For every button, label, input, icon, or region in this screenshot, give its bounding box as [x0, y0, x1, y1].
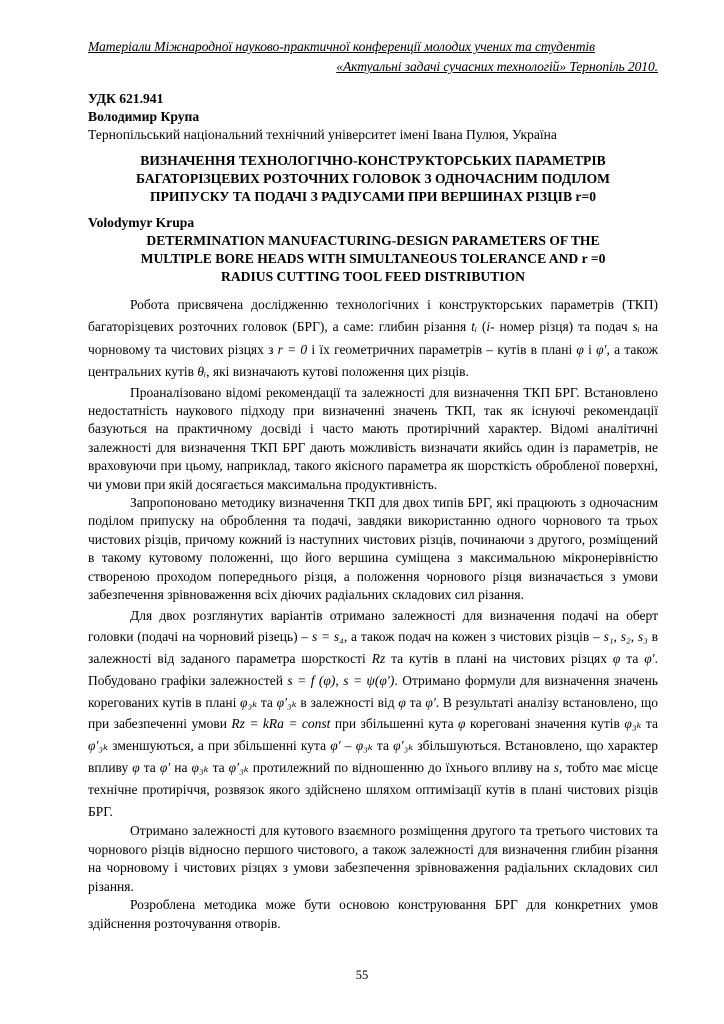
math-t-i: tᵢ	[471, 319, 478, 335]
math-rz: Rz	[371, 651, 386, 667]
author-affiliation: Тернопільський національний технічний університет імені Івана Пулюя, Україна	[88, 127, 557, 142]
math-s-psi-phi-prime: s = ψ(φ′)	[343, 672, 395, 688]
math-s-i: sᵢ	[632, 319, 640, 335]
conference-header-line2: «Актуальні задачі сучасних технологій» Тернопіль 2010.	[336, 59, 658, 74]
paragraph-5: Отримано залежності для кутового взаємного розміщення другого та третього чистових та чорнового різців відносно першого чистового, а також залежності для визначення глибин різання на чорновому і чистових різцях з умови забезпечення зрівноваження радіальних складових сил різання.	[88, 823, 658, 894]
paragraph-1: Робота присвячена дослідженню технологічних і конструкторських параметрів (ТКП) багаторізцевих розточних головок (БРГ), а саме: глибин різання tᵢ (i- номер різця) та подач sᵢ на чорновому та чистових різцях з r = 0 і їх геометричних параметрів – кутів в плані φ і φ′, а також центральних кутів θᵢ, які визначають кутові положення цих різців.	[88, 297, 659, 380]
paragraph-6: Розроблена методика може бути основою конструювання БРГ для конкретних умов здійснення розточування отворів.	[88, 897, 658, 931]
math-i: i	[486, 319, 491, 335]
math-phi-prime: φ′	[596, 341, 607, 357]
math-r-zero: r = 0	[277, 341, 308, 357]
math-phi-prime: φ′	[425, 694, 436, 710]
math-phi-prime-3k: φ′₃ₖ	[228, 760, 249, 776]
math-phi: φ	[576, 341, 584, 357]
title-en-line: RADIUS CUTTING TOOL FEED DISTRIBUTION	[221, 269, 525, 285]
math-phi-3k: φ₃ₖ	[624, 716, 642, 732]
title-uk-line: БАГАТОРІЗЦЕВИХ РОЗТОЧНИХ ГОЛОВОК З ОДНОЧАСНИМ ПОДІЛОМ	[136, 171, 610, 187]
math-phi-prime-3k: φ′₃ₖ	[88, 738, 109, 754]
title-uk	[88, 152, 658, 207]
title-en-line: MULTIPLE BORE HEADS WITH SIMULTANEOUS TOLERANCE AND r =0	[140, 251, 606, 267]
title-uk-line: ВИЗНАЧЕННЯ ТЕХНОЛОГІЧНО-КОНСТРУКТОРСЬКИХ ПАРАМЕТРІВ	[140, 153, 606, 168]
page-number: 55	[355, 968, 369, 982]
udc-code: УДК 621.941	[88, 91, 164, 106]
paragraph-2: Проаналізовано відомі рекомендації та залежності для визначення ТКП БРГ. Встановлено недостатність наукового підходу при визначенні значень ТКП, так як існуючі рекомендації базуються на практичному досвіді і часто мають протирічний характер. Відомі аналітичні залежності для визначення ТКП БРГ дають можливість визначати якийсь один із параметрів, не враховуючи при цьому, наприклад, такого якісного параметра як шорсткість обробленої поверхні, чи умови при якій досягається максимальна продуктивність.	[88, 384, 658, 492]
math-phi-prime: φ′	[644, 651, 655, 667]
math-phi-prime: φ′	[330, 738, 341, 754]
math-s-eq-s4: s = s₄	[311, 629, 344, 645]
abstract-body	[88, 294, 658, 933]
math-theta-i: θᵢ	[197, 364, 207, 380]
paragraph-3: Запропоновано методику визначення ТКП для двох типів БРГ, які працюють з одночасним поділом припуску на оброблення та подачі, завдяки використанню одного чорнового та трьох чистових різців, причому кожний із наступних чистових різців, починаючи з другого, розміщений в такому кутовому положенні, що його вершина суміщена з максимальною мікронерівністю створеною проходом попереднього різця, а положення чорнового різця визначається з умови забезпечення зрівноваження всіх діючих радіальних складових сил різання.	[88, 495, 658, 603]
math-s-f-phi: s = f (φ)	[287, 672, 336, 688]
title-en	[88, 232, 658, 287]
math-phi-prime-3k: φ′₃ₖ	[276, 694, 297, 710]
math-phi-3k: φ₃ₖ	[191, 760, 209, 776]
math-s1: s₁	[603, 629, 614, 645]
math-phi: φ	[612, 651, 621, 667]
math-rz-kra-const: Rz = kRa = const	[231, 716, 331, 732]
paragraph-4: Для двох розглянутих варіантів отримано залежності для визначення подачі на оберт головки (подачі на чорновий різець) – s = s₄, а також подач на кожен з чистових різців – s₁, s₂, s₃ в залежності від заданого параметра шорсткості Rz та кутів в плані на чистових різцях φ та φ′. Побудовано графіки залежностей s = f (φ), s = ψ(φ′). Отримано формули для визначення значень корегованих кутів в плані φ₃ₖ та φ′₃ₖ в залежності від φ та φ′. В результаті аналізу встановлено, що при забезпеченні умови Rz = kRa = const при збільшенні кута φ кореговані значення кутів φ₃ₖ та φ′₃ₖ зменшуються, а при збільшенні кута φ′ – φ₃ₖ та φ′₃ₖ збільшуються. Встановлено, що характер впливу φ та φ′ на φ₃ₖ та φ′₃ₖ протилежний по відношенню до їхнього впливу на s, тобто має місце технічне протиріччя, розвязок якого здійснено шляхом оптимізації кутів в плані чистових різців БРГ.	[88, 607, 659, 819]
math-phi: φ	[398, 694, 406, 710]
author-name-en: Volodymyr Krupa	[88, 215, 195, 230]
author-name-uk: Володимир Крупа	[88, 109, 200, 124]
math-phi-prime: φ′	[159, 760, 171, 776]
math-phi-3k: φ₃ₖ	[355, 738, 373, 754]
math-phi: φ	[458, 716, 466, 732]
conference-header-line1: Матеріали Міжнародної науково-практичної конференції молодих учених та студентів	[88, 39, 595, 54]
math-phi: φ	[132, 760, 140, 776]
title-uk-line: ПРИПУСКУ ТА ПОДАЧІ З РАДІУСАМИ ПРИ ВЕРШИНАХ РІЗЦІВ r=0	[149, 189, 597, 205]
math-phi-3k: φ₃ₖ	[240, 694, 258, 710]
math-s: s	[553, 760, 560, 776]
math-s3: s₃	[637, 629, 648, 645]
title-en-line: DETERMINATION MANUFACTURING-DESIGN PARAMETERS OF THE	[146, 233, 600, 248]
math-phi-prime-3k: φ′₃ₖ	[393, 738, 414, 754]
math-s2: s₂	[620, 629, 631, 645]
